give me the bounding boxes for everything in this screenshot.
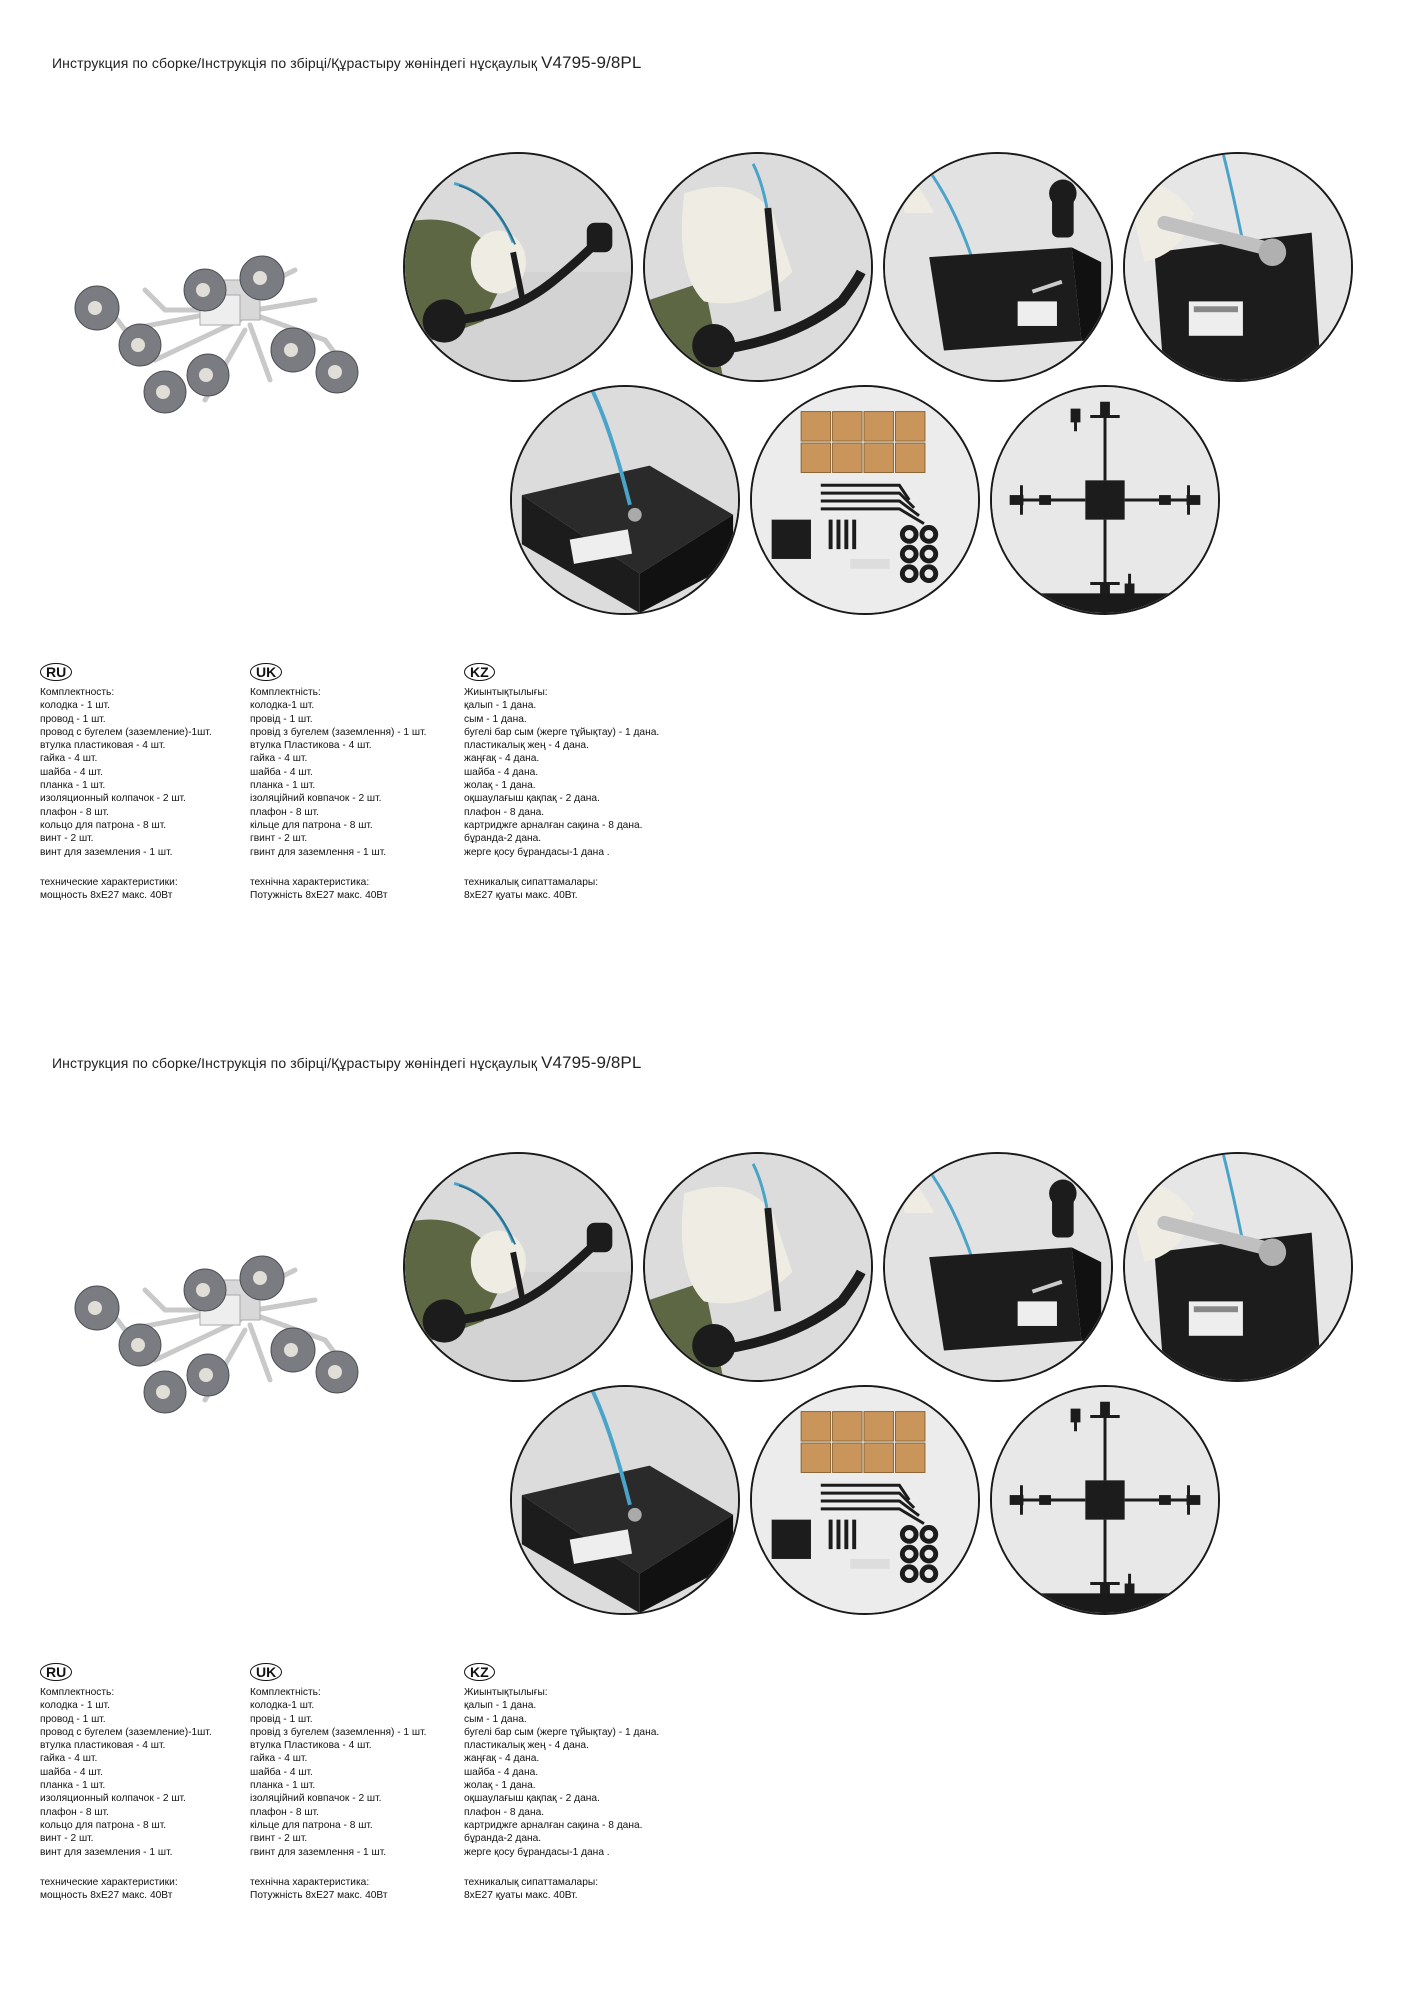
list-item: плафон - 8 шт. [250, 1806, 319, 1818]
list-item: провод - 1 шт. [40, 713, 106, 725]
list-item: жаңғақ - 4 дана. [464, 1753, 540, 1765]
list-item: жерге қосу бұрандасы-1 дана . [464, 846, 610, 858]
list-item: провод с бугелем (заземление)-1шт. [40, 726, 212, 738]
list-item: провід з бугелем (заземлення) - 1 шт. [250, 726, 427, 738]
list-item: провод - 1 шт. [40, 1713, 106, 1725]
list-item: плафон - 8 шт. [40, 1806, 109, 1818]
step-3-arm-on-base-box [883, 1152, 1113, 1382]
spec-value: мощность 8хЕ27 макс. 40Вт [40, 890, 173, 902]
list-item: шайба - 4 шт. [250, 766, 313, 778]
spec-value: Потужність 8хЕ27 макс. 40Вт [250, 1890, 388, 1902]
page-title [52, 1053, 641, 1073]
list-item: пластикалық жең - 4 дана. [464, 740, 589, 752]
list-item: шайба - 4 шт. [40, 1766, 103, 1778]
column-uk [250, 663, 426, 902]
list-item: қалып - 1 дана. [464, 1700, 537, 1712]
list-item: жолақ - 1 дана. [464, 1780, 536, 1792]
list-item: бұранда-2 дана. [464, 833, 542, 845]
list-item: ізоляційний ковпачок - 2 шт. [250, 1793, 382, 1805]
list-item: шайба - 4 шт. [40, 766, 103, 778]
step-7-assembled-frame [990, 385, 1220, 615]
column-ru [40, 663, 212, 902]
list-item: гвинт - 2 шт. [250, 1833, 308, 1845]
list-item: колодка - 1 шт. [40, 1700, 110, 1712]
language-badge-ru: RU [40, 663, 72, 681]
list-item: плафон - 8 дана. [464, 1806, 545, 1818]
column-ru [40, 1663, 212, 1902]
spec-value: Потужність 8хЕ27 макс. 40Вт [250, 890, 388, 902]
list-item: оқшаулағыш қақпақ - 2 дана. [464, 793, 600, 805]
model-number: V4795-9/8PL [541, 1053, 642, 1072]
spec-title: техникалық сипаттамалары: [464, 1876, 599, 1888]
list-item: гвинт - 2 шт. [250, 833, 308, 845]
heading: Комплектность: [40, 1687, 115, 1698]
heading: Комплектность: [40, 687, 115, 698]
list-item: бугелі бар сым (жерге тұйықтау) - 1 дана. [464, 1726, 660, 1738]
step-6-package-contents [750, 1385, 980, 1615]
column-kz [464, 1663, 659, 1902]
list-item: гвинт для заземлення - 1 шт. [250, 846, 387, 858]
language-badge-ru: RU [40, 1663, 72, 1681]
list-item: картриджге арналған сақина - 8 дана. [464, 819, 643, 831]
list-item: гайка - 4 шт. [40, 753, 98, 765]
list-item: планка - 1 шт. [250, 1780, 316, 1792]
heading: Жиынтықтылығы: [464, 1687, 548, 1698]
step-2-gloved-hand-holding-arm [643, 152, 873, 382]
heading: Жиынтықтылығы: [464, 687, 548, 698]
list-item: картриджге арналған сақина - 8 дана. [464, 1819, 643, 1831]
list-item: ізоляційний ковпачок - 2 шт. [250, 793, 382, 805]
language-badge-uk: UK [250, 1663, 282, 1681]
step-2-gloved-hand-holding-arm [643, 1152, 873, 1382]
list-item: планка - 1 шт. [40, 780, 106, 792]
list-item: винт - 2 шт. [40, 833, 94, 845]
list-item: гайка - 4 шт. [40, 1753, 98, 1765]
list-item: провод с бугелем (заземление)-1шт. [40, 1726, 212, 1738]
list-item: жолақ - 1 дана. [464, 780, 536, 792]
language-badge-kz: KZ [464, 663, 495, 681]
list-item: втулка Пластикова - 4 шт. [250, 740, 372, 752]
list-item: сым - 1 дана. [464, 713, 527, 725]
step-6-package-contents [750, 385, 980, 615]
step-1-wire-into-arm [403, 152, 633, 382]
list-item: изоляционный колпачок - 2 шт. [40, 1793, 186, 1805]
list-item: оқшаулағыш қақпақ - 2 дана. [464, 1793, 600, 1805]
title-text: Инструкция по сборке/Інструкція по збірці/Құрастыру жөніндегі нұсқаулық [52, 55, 538, 71]
list-item: провід - 1 шт. [250, 713, 313, 725]
step-7-assembled-frame [990, 1385, 1220, 1615]
list-item: шайба - 4 шт. [250, 1766, 313, 1778]
list-item: шайба - 4 дана. [464, 1766, 539, 1778]
list-item: гайка - 4 шт. [250, 1753, 308, 1765]
chandelier-product-photo [65, 1250, 395, 1430]
list-item: бұранда-2 дана. [464, 1833, 542, 1845]
list-item: втулка пластиковая - 4 шт. [40, 740, 166, 752]
language-badge-kz: KZ [464, 1663, 495, 1681]
list-item: кольцо для патрона - 8 шт. [40, 1819, 167, 1831]
list-item: втулка Пластикова - 4 шт. [250, 1740, 372, 1752]
step-5-base-box-with-wire [510, 385, 740, 615]
list-item: сым - 1 дана. [464, 1713, 527, 1725]
list-item: кільце для патрона - 8 шт. [250, 819, 373, 831]
list-item: провід з бугелем (заземлення) - 1 шт. [250, 1726, 427, 1738]
list-item: жерге қосу бұрандасы-1 дана . [464, 1846, 610, 1858]
list-item: изоляционный колпачок - 2 шт. [40, 793, 186, 805]
list-item: гвинт для заземлення - 1 шт. [250, 1846, 387, 1858]
column-uk [250, 1663, 426, 1902]
step-3-arm-on-base-box [883, 152, 1113, 382]
page-title [52, 53, 641, 73]
title-text: Инструкция по сборке/Інструкція по збірці/Құрастыру жөніндегі нұсқаулық [52, 1055, 538, 1071]
step-5-base-box-with-wire [510, 1385, 740, 1615]
heading: Комплектність: [250, 687, 321, 698]
list-item: жаңғақ - 4 дана. [464, 753, 540, 765]
list-item: винт для заземления - 1 шт. [40, 846, 173, 858]
list-item: бугелі бар сым (жерге тұйықтау) - 1 дана. [464, 726, 660, 738]
language-badge-uk: UK [250, 663, 282, 681]
list-item: шайба - 4 дана. [464, 766, 539, 778]
list-item: кільце для патрона - 8 шт. [250, 1819, 373, 1831]
list-item: провід - 1 шт. [250, 1713, 313, 1725]
list-item: планка - 1 шт. [250, 780, 316, 792]
column-kz [464, 663, 659, 902]
step-1-wire-into-arm [403, 1152, 633, 1382]
spec-value: 8хЕ27 қуаты макс. 40Вт. [464, 1890, 578, 1902]
spec-title: техникалық сипаттамалары: [464, 876, 599, 888]
spec-title: технические характеристики: [40, 1876, 178, 1888]
step-4-wrench-tightening-nut [1123, 152, 1353, 382]
list-item: қалып - 1 дана. [464, 700, 537, 712]
list-item: пластикалық жең - 4 дана. [464, 1740, 589, 1752]
list-item: винт - 2 шт. [40, 1833, 94, 1845]
list-item: винт для заземления - 1 шт. [40, 1846, 173, 1858]
instruction-sheet-bottom [0, 1000, 1414, 2000]
spec-value: 8хЕ27 қуаты макс. 40Вт. [464, 890, 578, 902]
list-item: колодка - 1 шт. [40, 700, 110, 712]
chandelier-product-photo [65, 250, 395, 430]
list-item: гайка - 4 шт. [250, 753, 308, 765]
list-item: колодка-1 шт. [250, 1700, 315, 1712]
list-item: колодка-1 шт. [250, 700, 315, 712]
step-4-wrench-tightening-nut [1123, 1152, 1353, 1382]
list-item: плафон - 8 шт. [250, 806, 319, 818]
spec-title: технічна характеристика: [250, 876, 370, 888]
spec-title: технические характеристики: [40, 876, 178, 888]
list-item: плафон - 8 шт. [40, 806, 109, 818]
list-item: планка - 1 шт. [40, 1780, 106, 1792]
model-number: V4795-9/8PL [541, 53, 642, 72]
spec-value: мощность 8хЕ27 макс. 40Вт [40, 1890, 173, 1902]
spec-title: технічна характеристика: [250, 1876, 370, 1888]
list-item: плафон - 8 дана. [464, 806, 545, 818]
list-item: кольцо для патрона - 8 шт. [40, 819, 167, 831]
heading: Комплектність: [250, 1687, 321, 1698]
list-item: втулка пластиковая - 4 шт. [40, 1740, 166, 1752]
